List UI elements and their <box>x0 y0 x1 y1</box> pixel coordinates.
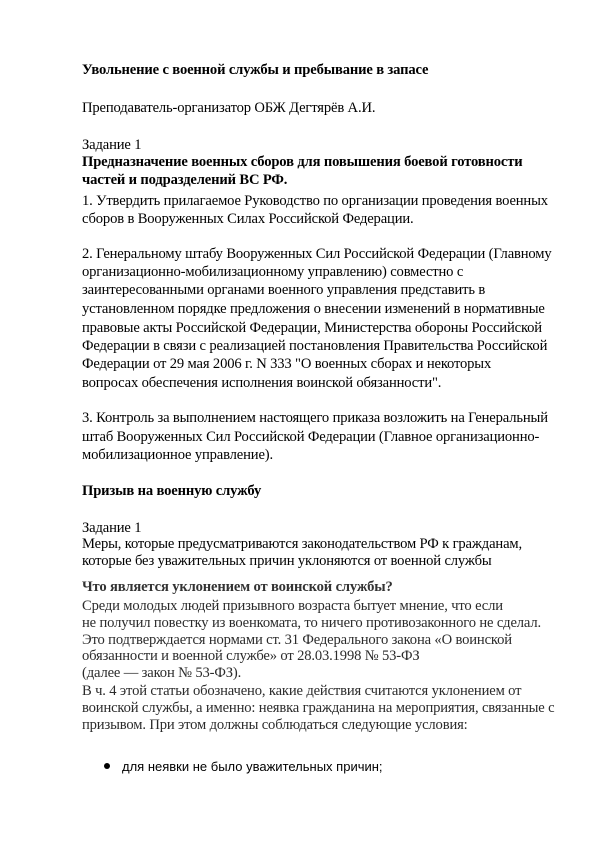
paragraph-line: не получил повестку из военкомата, то ничего противозаконного не сделал. <box>82 615 541 631</box>
task-label: Задание 1 <box>82 520 142 536</box>
paragraph-line: организационно-мобилизационному управлению) совместно с <box>82 264 464 280</box>
task-heading-line: Предназначение военных сборов для повышения боевой готовности <box>82 154 523 170</box>
paragraph-line: 3. Контроль за выполнением настоящего приказа возложить на Генеральный <box>82 410 548 426</box>
paragraph-line: 2. Генеральному штабу Вооруженных Сил Российской Федерации (Главному <box>82 246 552 262</box>
bullet-dot-icon <box>104 763 110 769</box>
paragraph-line: Среди молодых людей призывного возраста бытует мнение, что если <box>82 598 503 614</box>
paragraph-line: В ч. 4 этой статьи обозначено, какие действия считаются уклонением от <box>82 683 522 699</box>
document-title: Увольнение с военной службы и пребывание в запасе <box>82 62 429 78</box>
paragraph-line: Федерации от 29 мая 2006 г. N 333 "О военных сборах и некоторых <box>82 356 492 372</box>
paragraph-line: Федерации в связи с реализацией постановления Правительства Российской <box>82 338 548 354</box>
bullet-item: для неявки не было уважительных причин; <box>122 759 383 774</box>
paragraph-line: заинтересованными органами военного управления представить в <box>82 282 486 298</box>
paragraph-line: сборов в Вооруженных Силах Российской Федерации. <box>82 211 414 227</box>
paragraph-line: обязанности и военной службе» от 28.03.1998 № 53-ФЗ <box>82 648 420 664</box>
paragraph-line: установленном порядке предложения о внесении изменений в нормативные <box>82 301 545 317</box>
paragraph-line: правовые акты Российской Федерации, Министерства обороны Российской <box>82 320 542 336</box>
task-text-line: Меры, которые предусматриваются законодательством РФ к гражданам, <box>82 536 522 552</box>
task-text-line: которые без уважительных причин уклоняются от военной службы <box>82 553 492 569</box>
task-label: Задание 1 <box>82 137 142 153</box>
paragraph-line: 1. Утвердить прилагаемое Руководство по организации проведения военных <box>82 193 548 209</box>
paragraph-line: мобилизационное управление). <box>82 447 273 463</box>
paragraph-line: (далее — закон № 53-ФЗ). <box>82 665 242 681</box>
paragraph-line: призывом. При этом должны соблюдаться следующие условия: <box>82 717 468 733</box>
question-heading: Что является уклонением от воинской службы? <box>82 579 393 595</box>
author-line: Преподаватель-организатор ОБЖ Дегтярёв А.И. <box>82 100 376 116</box>
paragraph-line: Это подтверждается нормами ст. 31 Федерального закона «О воинской <box>82 632 512 648</box>
section-heading: Призыв на военную службу <box>82 483 262 499</box>
paragraph-line: штаб Вооруженных Сил Российской Федерации (Главное организационно- <box>82 429 540 445</box>
paragraph-line: воинской службы, а именно: неявка гражданина на мероприятия, связанные с <box>82 700 555 716</box>
paragraph-line: вопросах обеспечения исполнения воинской обязанности". <box>82 375 442 391</box>
task-heading-line: частей и подразделений ВС РФ. <box>82 172 288 188</box>
